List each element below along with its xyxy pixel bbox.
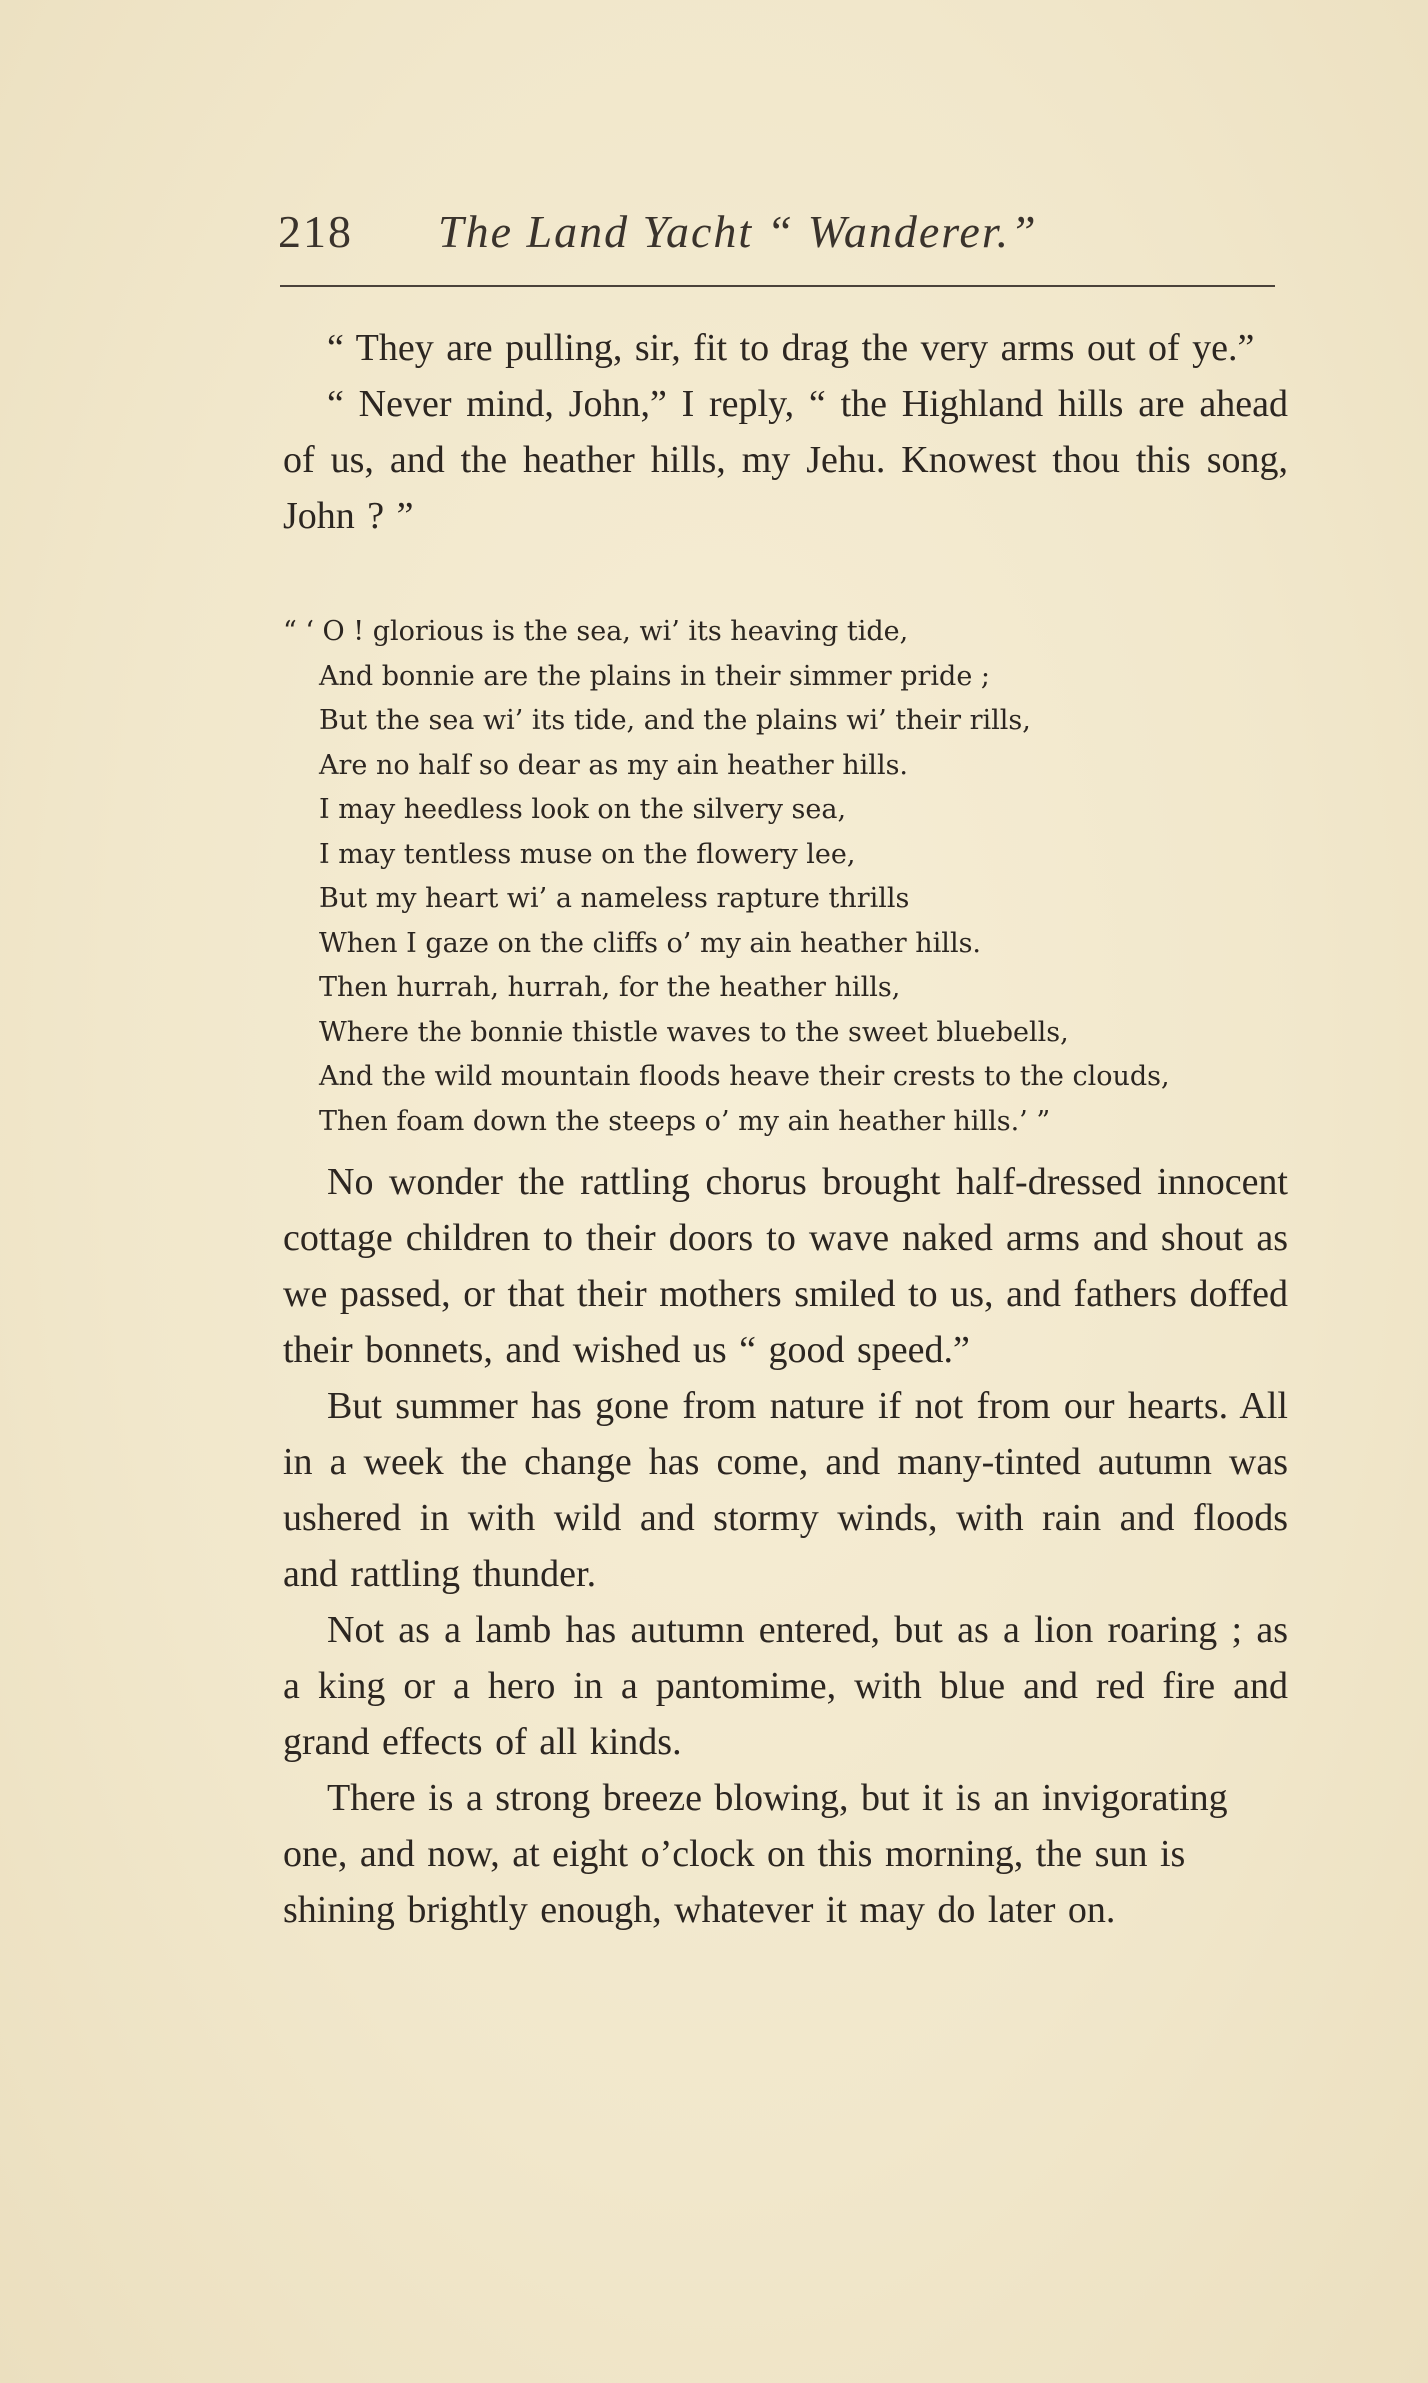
- paragraph: “ They are pulling, sir, fit to drag the very arms out of ye.”: [327, 327, 1255, 369]
- verse-line: Then foam down the steeps o’ my ain heather hills.’ ”: [319, 1105, 1051, 1137]
- page-header: [278, 205, 1278, 275]
- verse-line: And the wild mountain floods heave their crests to the clouds,: [319, 1061, 1170, 1092]
- paragraph: No wonder the rattling chorus brought half-dressed innocent cottage children to their doors to wave naked arms and shout as we passed, or that their mothers smiled to us, and fathers doffed their bonnets, and wished us “ good speed.”: [283, 1161, 1288, 1371]
- narrative-block: [283, 1154, 1288, 1938]
- verse-line: And bonnie are the plains in their simmer pride ;: [319, 660, 990, 692]
- verse-line: Where the bonnie thistle waves to the sweet bluebells,: [319, 1016, 1069, 1048]
- verse-line: When I gaze on the cliffs o’ my ain heather hills.: [319, 927, 982, 959]
- paragraph: Not as a lamb has autumn entered, but as a lion roaring ; as a king or a hero in a pantomime, with blue and red fire and grand effects of all kinds.: [283, 1609, 1288, 1763]
- dialogue-block: [283, 320, 1288, 544]
- verse-line: I may heedless look on the silvery sea,: [319, 794, 847, 825]
- verse-line: Then hurrah, hurrah, for the heather hills,: [319, 972, 901, 1003]
- verse-block: [283, 610, 1293, 1144]
- verse-line: “ ‘ O ! glorious is the sea, wi’ its heaving tide,: [283, 616, 909, 647]
- page-number: 218: [278, 206, 353, 257]
- verse-line: I may tentless muse on the flowery lee,: [319, 838, 856, 870]
- verse-line: But my heart wi’ a nameless rapture thrills: [319, 883, 910, 914]
- verse-line: But the sea wi’ its tide, and the plains wi’ their rills,: [319, 705, 1031, 736]
- header-rule: [280, 285, 1275, 287]
- running-title: The Land Yacht “ Wanderer.”: [438, 206, 1038, 257]
- verse-line: Are no half so dear as my ain heather hills.: [319, 749, 909, 781]
- paragraph: There is a strong breeze blowing, but it is an invigorating one, and now, at eight o’clock on this morning, the sun is shining brightly enough, whatever it may do later on.: [283, 1777, 1228, 1931]
- paragraph: But summer has gone from nature if not from our hearts. All in a week the change has come, and many-tinted autumn was ushered in with wild and stormy winds, with rain and floods and rattling thunder.: [283, 1385, 1288, 1595]
- paragraph: “ Never mind, John,” I reply, “ the Highland hills are ahead of us, and the heather hills, my Jehu. Knowest thou this song, John ? ”: [283, 383, 1288, 537]
